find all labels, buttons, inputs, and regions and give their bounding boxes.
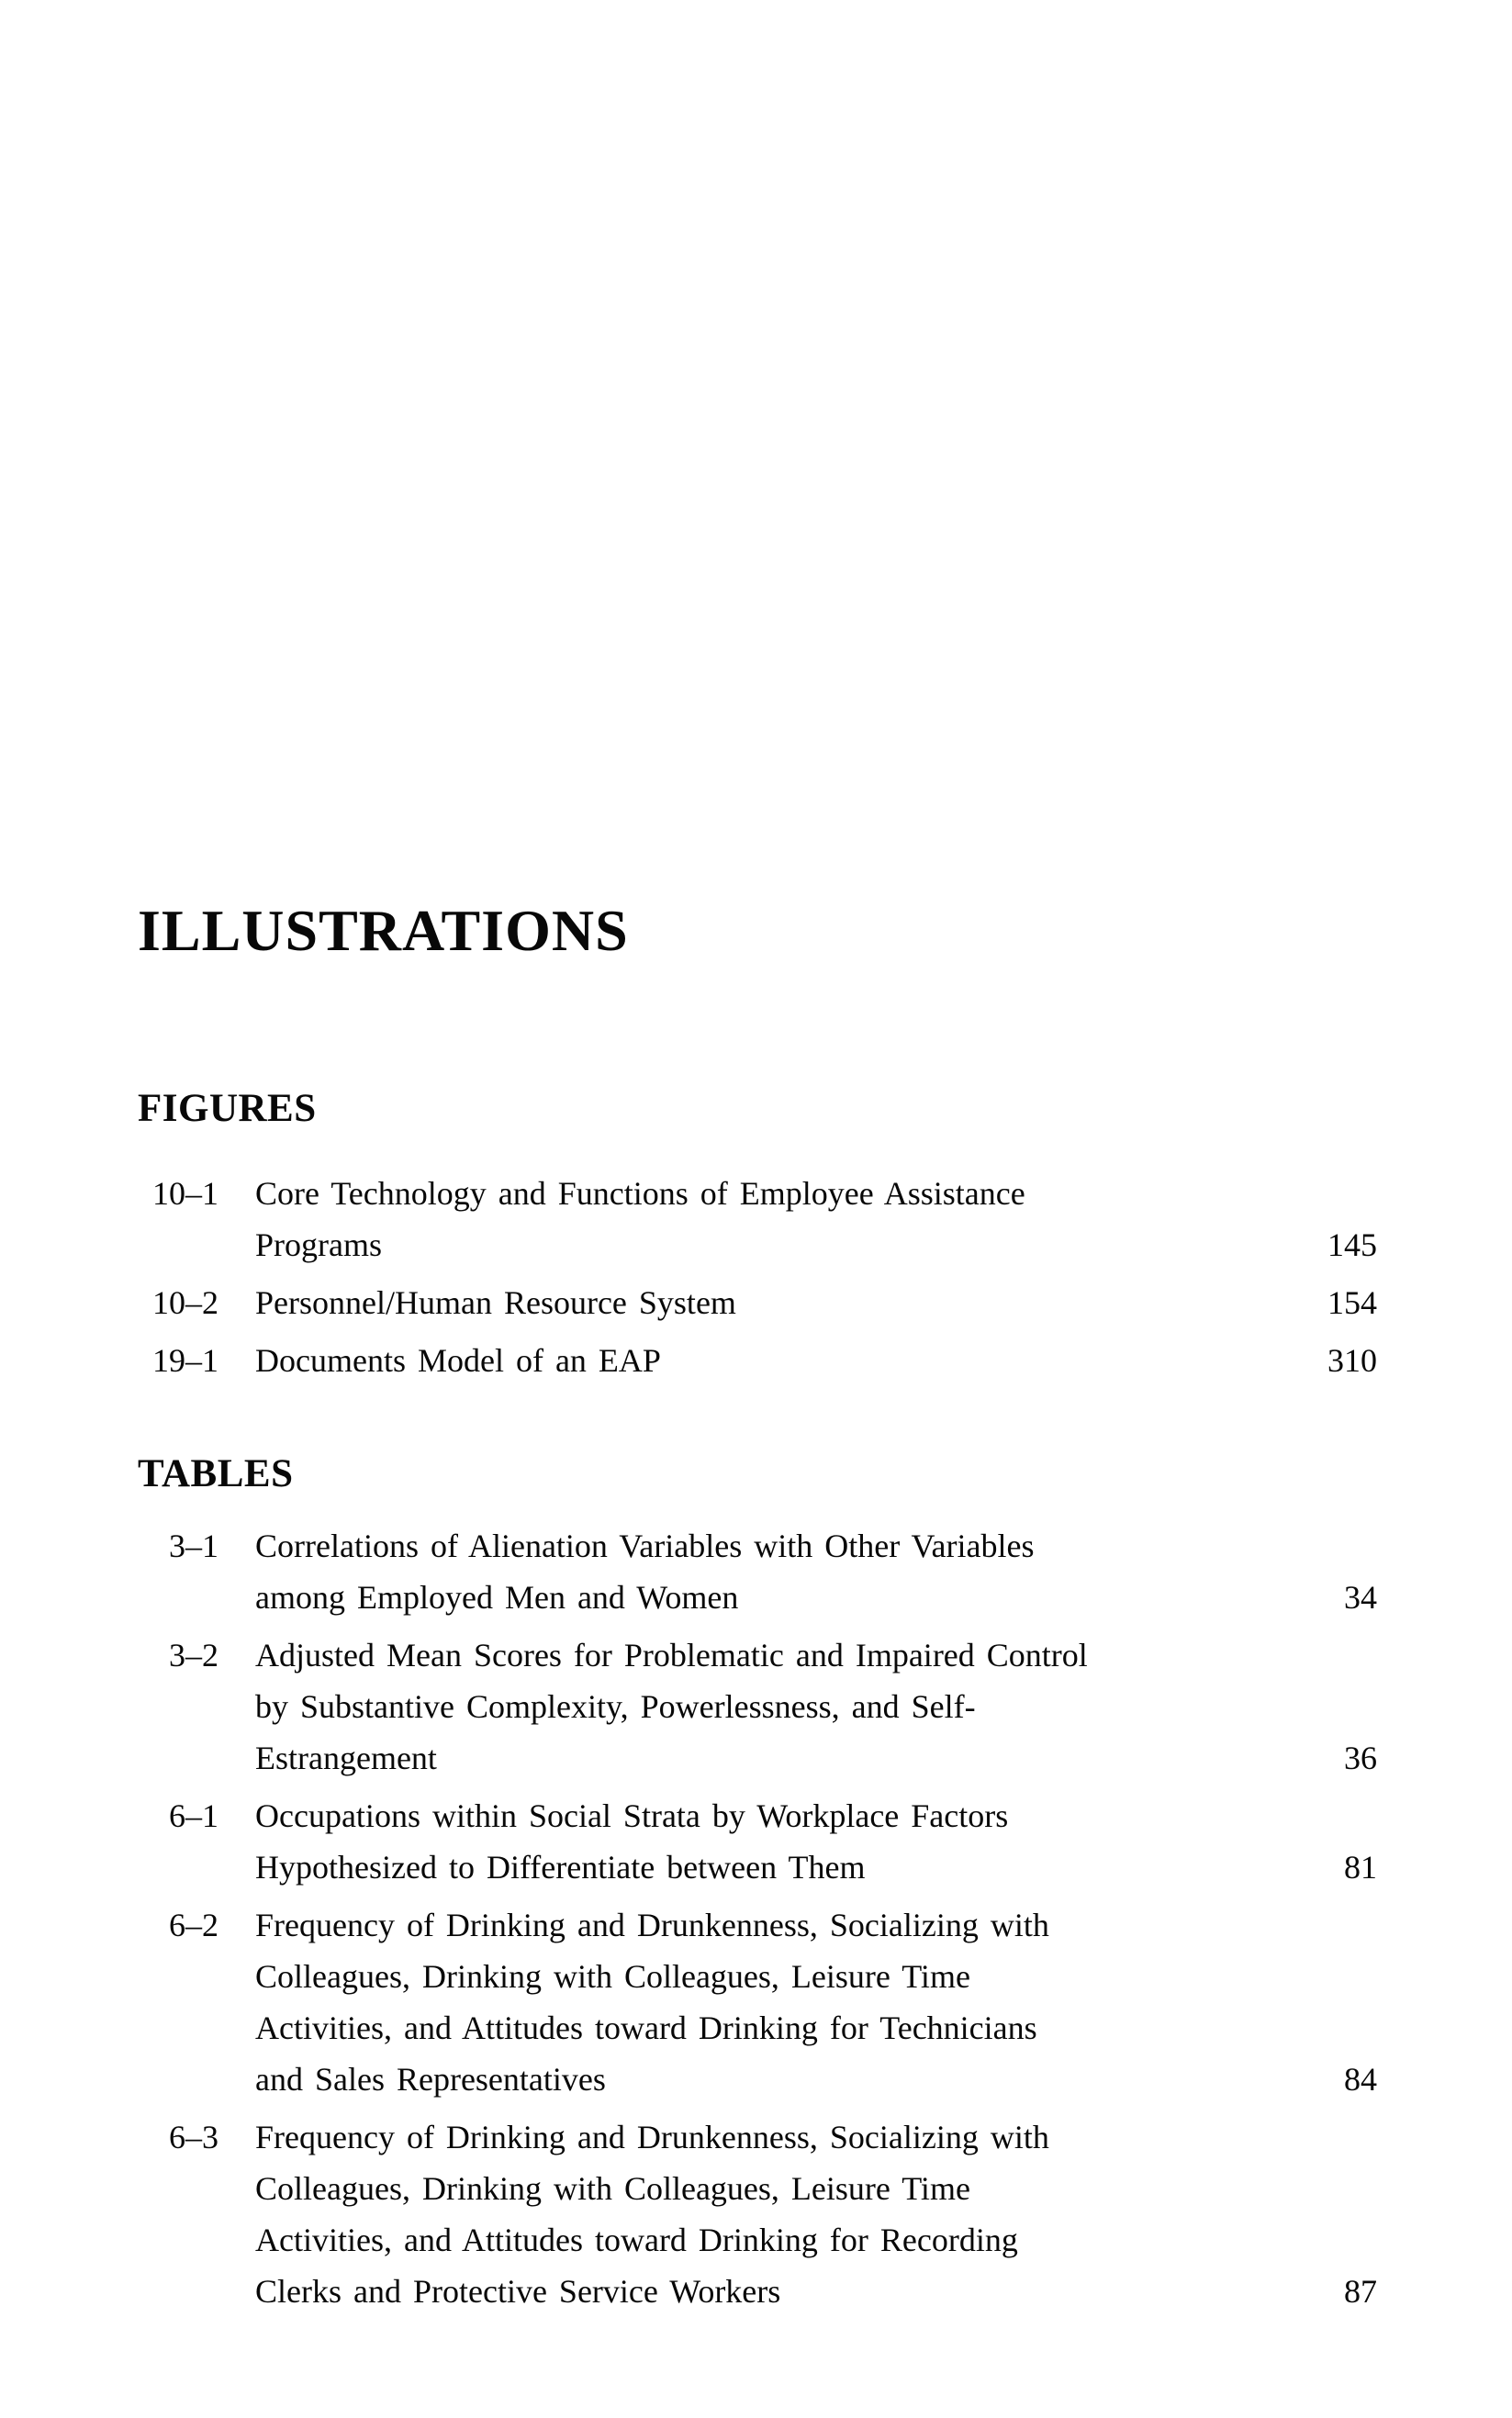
toc-entry: [138, 1168, 1377, 1271]
entry-title: [255, 1520, 1256, 1623]
entry-title: [255, 1335, 1256, 1386]
entry-title-line: by Substantive Complexity, Powerlessness, and Self-: [255, 1688, 976, 1725]
entry-title-line: Core Technology and Functions of Employee Assistance: [255, 1175, 1025, 1212]
entry-page-number: 84: [1344, 2061, 1377, 2098]
entry-page-number: 145: [1327, 1226, 1377, 1263]
entry-number: 3–2: [169, 1637, 218, 1674]
entry-number: 19–1: [152, 1342, 218, 1379]
entry-page-number: 34: [1344, 1579, 1377, 1616]
entry-title-line: Frequency of Drinking and Drunkenness, Socializing with: [255, 1907, 1049, 1943]
entry-title-line: among Employed Men and Women: [255, 1579, 739, 1616]
entry-title-line: Adjusted Mean Scores for Problematic and Impaired Control: [255, 1637, 1088, 1674]
entry-title-line: and Sales Representatives: [255, 2061, 606, 2098]
toc-entry: [138, 2111, 1377, 2317]
figures-section: [138, 1089, 1512, 1386]
entry-page-number: 81: [1344, 1849, 1377, 1886]
entry-title-line: Estrangement: [255, 1740, 437, 1776]
toc-entry: [138, 1335, 1377, 1386]
entry-title-line: Programs: [255, 1226, 382, 1263]
entry-number: 10–2: [152, 1284, 218, 1321]
entry-page-number: 87: [1344, 2273, 1377, 2310]
entry-title-line: Correlations of Alienation Variables with Other Variables: [255, 1528, 1035, 1564]
figures-entry-list: [138, 1168, 1377, 1386]
tables-entry-list: [138, 1520, 1377, 2317]
figures-heading: FIGURES: [138, 1087, 317, 1130]
entry-title-line: Occupations within Social Strata by Workplace Factors: [255, 1797, 1009, 1834]
entry-title-line: Personnel/Human Resource System: [255, 1284, 736, 1321]
entry-title: [255, 1277, 1256, 1328]
entry-number: 6–1: [169, 1797, 218, 1834]
toc-entry: [138, 1277, 1377, 1328]
entry-number: 3–1: [169, 1528, 218, 1564]
entry-title-line: Colleagues, Drinking with Colleagues, Leisure Time: [255, 2170, 970, 2207]
entry-title: [255, 1168, 1256, 1271]
entry-title: [255, 1790, 1256, 1893]
entry-page-number: 310: [1327, 1342, 1377, 1379]
entry-page-number: 36: [1344, 1740, 1377, 1776]
tables-heading: TABLES: [138, 1452, 294, 1495]
page-title: ILLUSTRATIONS: [138, 898, 629, 963]
entry-title: [255, 1629, 1256, 1784]
entry-page-number: 154: [1327, 1284, 1377, 1321]
entry-title-line: Hypothesized to Differentiate between Them: [255, 1849, 866, 1886]
entry-title: [255, 2111, 1256, 2317]
entry-title-line: Frequency of Drinking and Drunkenness, Socializing with: [255, 2119, 1049, 2155]
entry-number: 6–2: [169, 1907, 218, 1943]
entry-title-line: Activities, and Attitudes toward Drinking for Recording: [255, 2222, 1018, 2258]
toc-entry: [138, 1790, 1377, 1893]
entry-number: 6–3: [169, 2119, 218, 2155]
entry-number: 10–1: [152, 1175, 218, 1212]
entry-title-line: Activities, and Attitudes toward Drinking for Technicians: [255, 2009, 1037, 2046]
entry-title-line: Colleagues, Drinking with Colleagues, Leisure Time: [255, 1958, 970, 1995]
entry-title-line: Clerks and Protective Service Workers: [255, 2273, 781, 2310]
toc-entry: [138, 1629, 1377, 1784]
toc-entry: [138, 1899, 1377, 2105]
tables-section: [138, 1454, 1512, 2317]
entry-title: [255, 1899, 1256, 2105]
entry-title-line: Documents Model of an EAP: [255, 1342, 661, 1379]
toc-entry: [138, 1520, 1377, 1623]
